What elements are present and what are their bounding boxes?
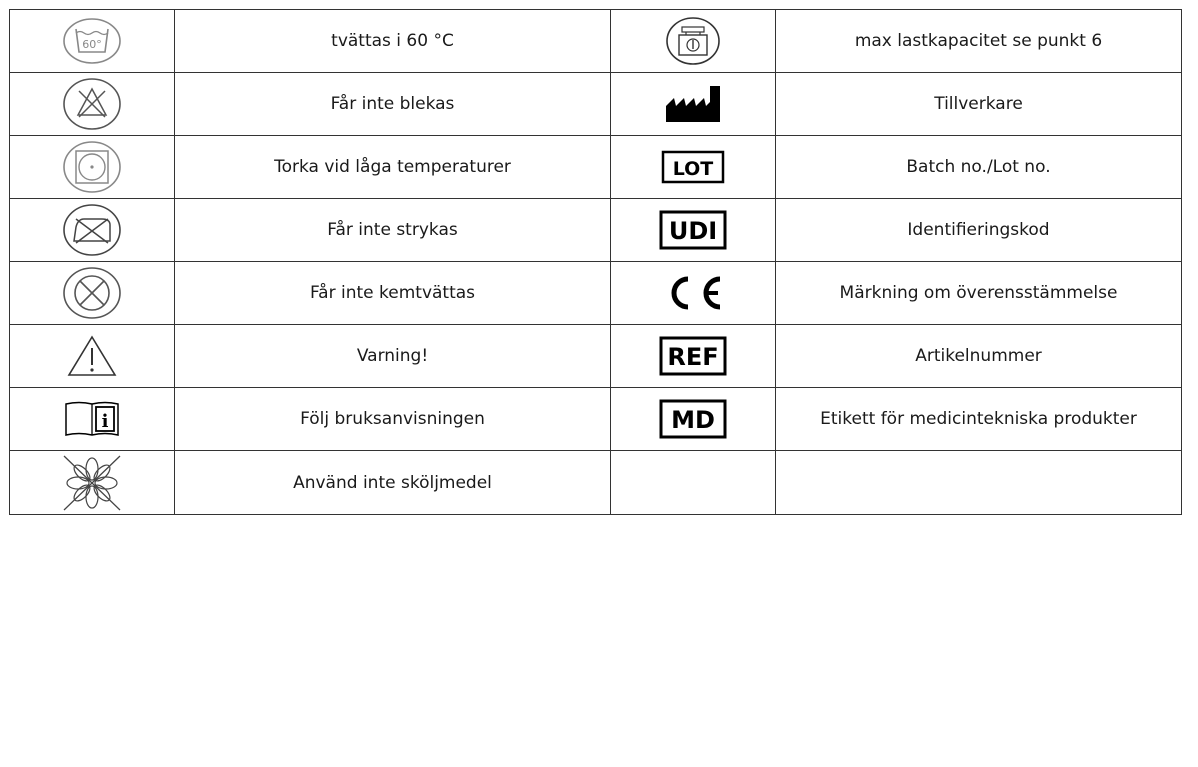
- empty-label-cell: [776, 451, 1182, 515]
- table-row: [10, 262, 1182, 325]
- do-not-bleach-icon: [62, 77, 122, 131]
- empty-icon-cell: [611, 451, 776, 515]
- table-row: [10, 136, 1182, 199]
- udi-icon: [659, 210, 727, 250]
- do-not-dry-clean-icon: [62, 266, 122, 320]
- wash-temp-text: 60°: [82, 38, 102, 51]
- icon-cell: [10, 136, 175, 199]
- icon-cell: [611, 262, 776, 325]
- ce-mark-icon: [660, 275, 726, 311]
- symbol-label: Använd inte sköljmedel: [175, 451, 611, 515]
- icon-cell: [611, 136, 776, 199]
- table-row: [10, 388, 1182, 451]
- symbol-label: Batch no./Lot no.: [776, 136, 1182, 199]
- table-row: [10, 73, 1182, 136]
- manufacturer-icon: [664, 84, 722, 124]
- icon-cell: [10, 199, 175, 262]
- icon-cell: [10, 325, 175, 388]
- icon-cell: [10, 451, 175, 515]
- icon-cell: [611, 325, 776, 388]
- table-row: [10, 10, 1182, 73]
- md-icon-text: MD: [671, 406, 715, 434]
- load-capacity-icon: [665, 16, 721, 66]
- warning-icon: [66, 334, 118, 378]
- udi-icon-text: UDI: [668, 217, 718, 245]
- icon-cell: [611, 73, 776, 136]
- symbol-label: Varning!: [175, 325, 611, 388]
- instructions-icon: [63, 399, 121, 439]
- tumble-dry-low-icon: [62, 140, 122, 194]
- symbol-table: [9, 9, 1182, 515]
- lot-icon-text: LOT: [672, 158, 714, 180]
- icon-cell: [10, 73, 175, 136]
- ref-icon-text: REF: [667, 343, 719, 371]
- icon-cell: [10, 10, 175, 73]
- symbol-label: Följ bruksanvisningen: [175, 388, 611, 451]
- icon-cell: [611, 10, 776, 73]
- symbol-label: Får inte kemtvättas: [175, 262, 611, 325]
- symbol-label: max lastkapacitet se punkt 6: [776, 10, 1182, 73]
- table-row: [10, 325, 1182, 388]
- icon-cell: [611, 388, 776, 451]
- symbol-label: Märkning om överensstämmelse: [776, 262, 1182, 325]
- do-not-iron-icon: [62, 203, 122, 257]
- ref-icon: [659, 336, 727, 376]
- table-row: [10, 451, 1182, 515]
- symbol-label: tvättas i 60 °C: [175, 10, 611, 73]
- symbol-label: Artikelnummer: [776, 325, 1182, 388]
- symbol-label: Tillverkare: [776, 73, 1182, 136]
- symbol-label: Får inte blekas: [175, 73, 611, 136]
- wash-60-icon: [62, 16, 122, 66]
- info-glyph: i: [101, 411, 109, 432]
- no-fabric-softener-icon: [60, 454, 124, 512]
- icon-cell: [611, 199, 776, 262]
- symbol-label: Etikett för medicintekniska produkter: [776, 388, 1182, 451]
- table-row: [10, 199, 1182, 262]
- symbol-label: Får inte strykas: [175, 199, 611, 262]
- icon-cell: [10, 388, 175, 451]
- lot-icon: [661, 150, 725, 184]
- symbol-label: Torka vid låga temperaturer: [175, 136, 611, 199]
- icon-cell: [10, 262, 175, 325]
- symbol-label: Identifieringskod: [776, 199, 1182, 262]
- md-icon: [659, 399, 727, 439]
